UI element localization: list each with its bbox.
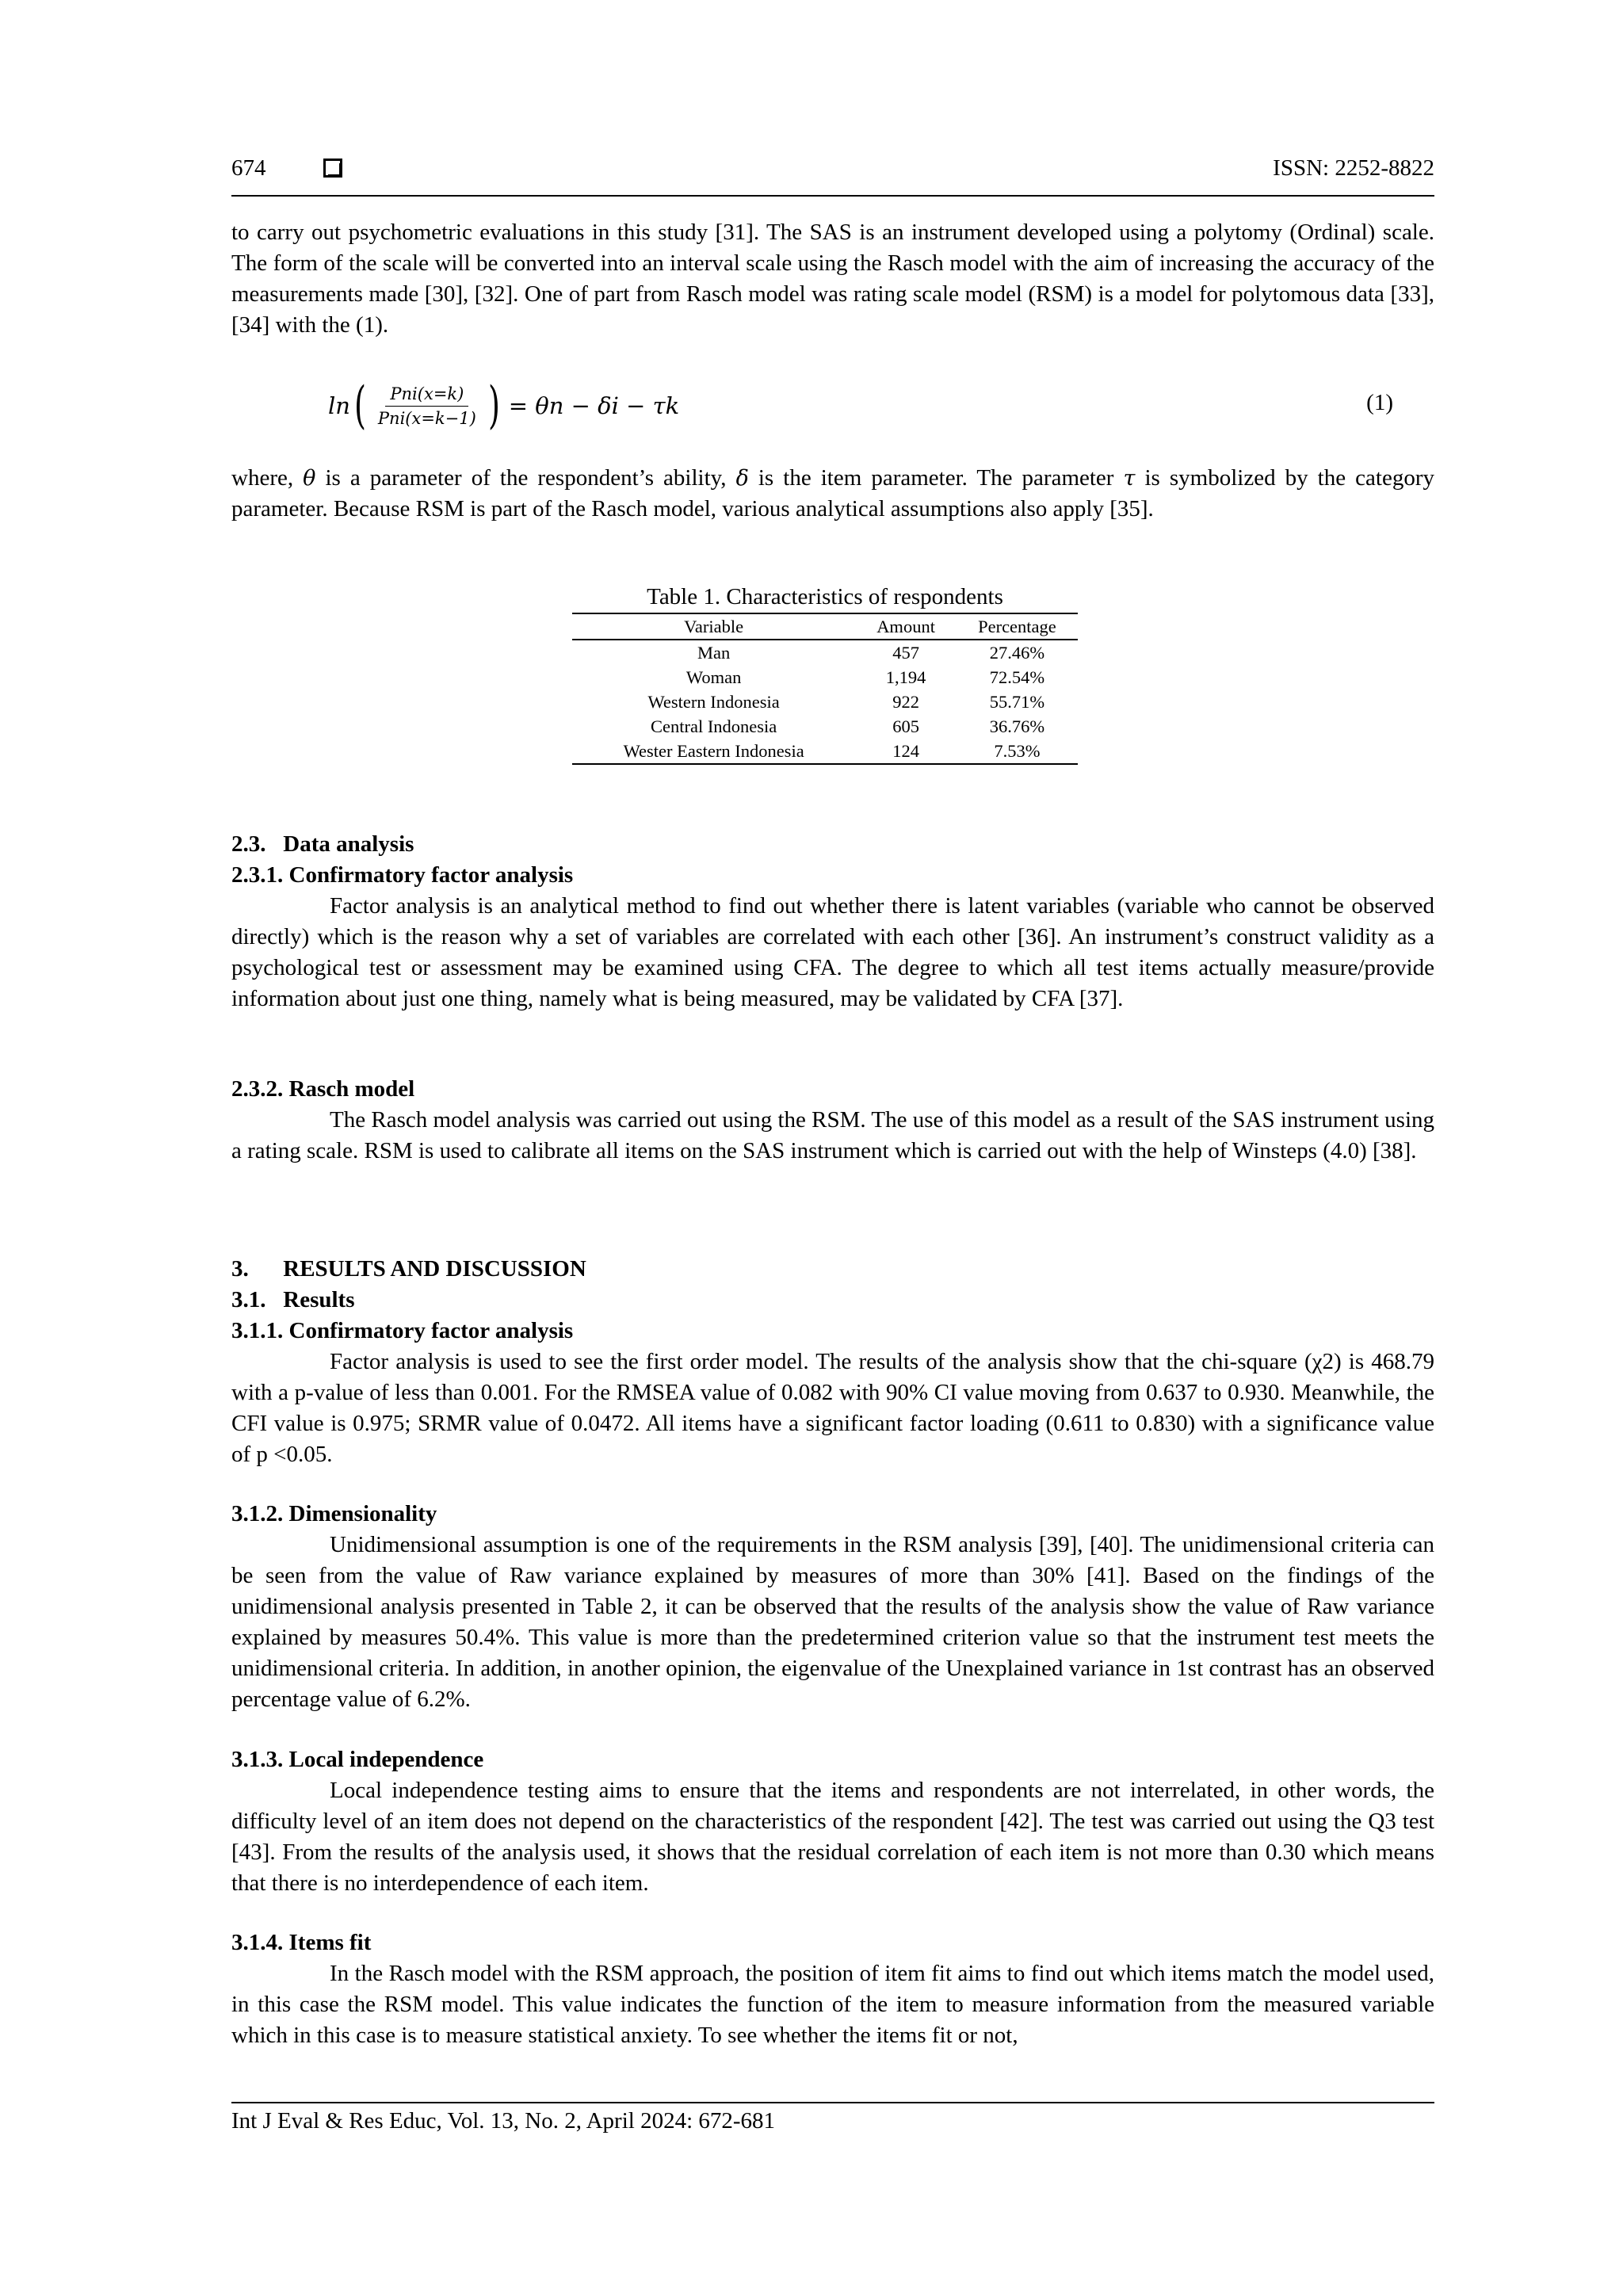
table-cell: 124 bbox=[855, 739, 957, 764]
equation-number: (1) bbox=[1366, 390, 1393, 415]
table1 bbox=[572, 613, 1078, 765]
paragraph-2-3-1: Factor analysis is an analytical method to find out whether there is latent variables (variable who cannot be observed directly) which is the reason why a set of variables are correlated with each other [36]. An instrument’s construct validity as a psychological test or assessment may be examined using CFA. The degree to which all test items actually measure/provide information about just one thing, namely what is being measured, may be validated by CFA [37]. bbox=[231, 893, 1434, 1011]
paragraph-2-3-2: The Rasch model analysis was carried out using the RSM. The use of this model as a result of the SAS instrument using a rating scale. RSM is used to calibrate all items on the SAS instrument which is carried out with the help of Winsteps (4.0) [38]. bbox=[231, 1107, 1434, 1163]
table-cell: 72.54% bbox=[989, 667, 1045, 687]
table-header-variable: Variable bbox=[572, 613, 855, 640]
theta-symbol: θ bbox=[303, 466, 316, 491]
table-header-amount: Amount bbox=[855, 613, 957, 640]
paragraph-3-1-1: Factor analysis is used to see the first order model. The results of the analysis show that the chi-square (χ2) is 468.79 with a p-value of less than 0.001. For the RMSEA value of 0.082 with 90% CI value moving from 0.637 to 0.930. Meanwhile, the CFI value is 0.975; SRMR value of 0.0472. All items have a significant factor loading (0.611 to 0.830) with a significance value of p <0.05. bbox=[231, 1349, 1434, 1467]
equation-denominator: Pni(x=k−1) bbox=[377, 408, 476, 428]
where-text-2: is a parameter of the respondent’s ability, bbox=[315, 465, 736, 491]
table-cell: 922 bbox=[892, 692, 919, 712]
paragraph-3-1-2: Unidimensional assumption is one of the requirements in the RSM analysis [39], [40]. The unidimensional criteria can be seen from the value of Raw variance explained by measures of more than 30% [41]. Based on the findings of the unidimensional analysis presented in Table 2, it can be observed that the results of the analysis show the value of Raw variance explained by measures 50.4%. This value is more than the predetermined criterion value so that the instrument test meets the unidimensional criteria. In addition, in another opinion, the eigenvalue of the Unexplained variance in 1st contrast has an observed percentage value of 6.2%. bbox=[231, 1532, 1434, 1712]
section-heading-3-1-3: 3.1.3. Local independence bbox=[231, 1747, 484, 1772]
equation-ln: ln bbox=[328, 392, 350, 419]
section-heading-3-1-2: 3.1.2. Dimensionality bbox=[231, 1501, 437, 1526]
section-heading-3-1: 3.1. Results bbox=[231, 1287, 355, 1312]
table-cell: 27.46% bbox=[989, 643, 1045, 663]
where-text-3: is the item parameter. The parameter bbox=[748, 465, 1124, 491]
section-heading-3: 3. RESULTS AND DISCUSSION bbox=[231, 1256, 586, 1282]
table-cell: 1,194 bbox=[885, 667, 926, 687]
table-cell: Central Indonesia bbox=[650, 716, 777, 736]
tau-symbol: τ bbox=[1123, 466, 1136, 491]
paragraph-3-1-4: In the Rasch model with the RSM approach, the position of item fit aims to find out which items match the model used, in this case the RSM model. This value indicates the function of the item to measure information from the measured variable which in this case is to measure statistical anxiety. To see whether the items fit or not, bbox=[231, 1961, 1434, 2048]
page-footer: Int J Eval & Res Educ, Vol. 13, No. 2, April 2024: 672-681 bbox=[231, 2102, 1434, 2134]
table-cell: 36.76% bbox=[989, 716, 1045, 736]
right-paren-icon: ) bbox=[487, 376, 500, 435]
left-paren-icon: ( bbox=[353, 376, 366, 435]
table-row bbox=[572, 714, 1078, 739]
table-row bbox=[572, 690, 1078, 714]
equation-rhs: = θn − δi − τk bbox=[508, 392, 680, 419]
where-paragraph bbox=[231, 463, 1434, 525]
page-number: 674 bbox=[231, 155, 266, 181]
table-header-percentage: Percentage bbox=[957, 613, 1078, 640]
table-cell: Wester Eastern Indonesia bbox=[572, 739, 855, 764]
table-cell: Man bbox=[697, 643, 731, 663]
section-heading-3-1-1: 3.1.1. Confirmatory factor analysis bbox=[231, 1318, 574, 1343]
equation-numerator: Pni(x=k) bbox=[385, 384, 468, 407]
checkbox-square-icon bbox=[323, 159, 342, 178]
table-row bbox=[572, 739, 1078, 764]
section-heading-2-3-2: 2.3.2. Rasch model bbox=[231, 1076, 415, 1102]
intro-paragraph: to carry out psychometric evaluations in this study [31]. The SAS is an instrument developed using a polytomy (Ordinal) scale. The form of the scale will be converted into an interval scale using the Rasch model with the aim of increasing the accuracy of the measurements made [30], [32]. One of part from Rasch model was rating scale model (RSM) is a model for polytomous data [33], [34] with the (1). bbox=[231, 220, 1434, 338]
table-cell: 457 bbox=[892, 643, 919, 663]
where-text-4: is symbolized by the category parameter. Because RSM is part of the Rasch model, various analytical assumptions also apply [35]. bbox=[231, 465, 1434, 521]
table1-caption: Table 1. Characteristics of respondents bbox=[647, 584, 1003, 609]
table-row bbox=[572, 665, 1078, 690]
page-header bbox=[231, 155, 1434, 197]
section-heading-2-3-1: 2.3.1. Confirmatory factor analysis bbox=[231, 862, 574, 888]
table-header-row bbox=[572, 613, 1078, 640]
issn-label: ISSN: 2252-8822 bbox=[1273, 155, 1434, 181]
table-cell: 605 bbox=[892, 716, 919, 736]
where-text-1: where, bbox=[231, 465, 304, 491]
equation-1 bbox=[328, 374, 1434, 437]
section-heading-2-3: 2.3. Data analysis bbox=[231, 831, 414, 857]
table-cell: Western Indonesia bbox=[647, 692, 780, 712]
table-row bbox=[572, 640, 1078, 665]
section-heading-3-1-4: 3.1.4. Items fit bbox=[231, 1930, 372, 1955]
equation-fraction bbox=[373, 384, 481, 428]
delta-symbol: δ bbox=[735, 466, 749, 491]
table-cell: 55.71% bbox=[989, 692, 1045, 712]
table-cell: Woman bbox=[685, 667, 742, 687]
paragraph-3-1-3: Local independence testing aims to ensure that the items and respondents are not interrelated, in other words, the difficulty level of an item does not depend on the characteristics of the respondent [42]. The test was carried out using the Q3 test [43]. From the results of the analysis used, it shows that the residual correlation of each item is not more than 0.30 which means that there is no interdependence of each item. bbox=[231, 1778, 1434, 1896]
table-cell: 7.53% bbox=[957, 739, 1078, 764]
